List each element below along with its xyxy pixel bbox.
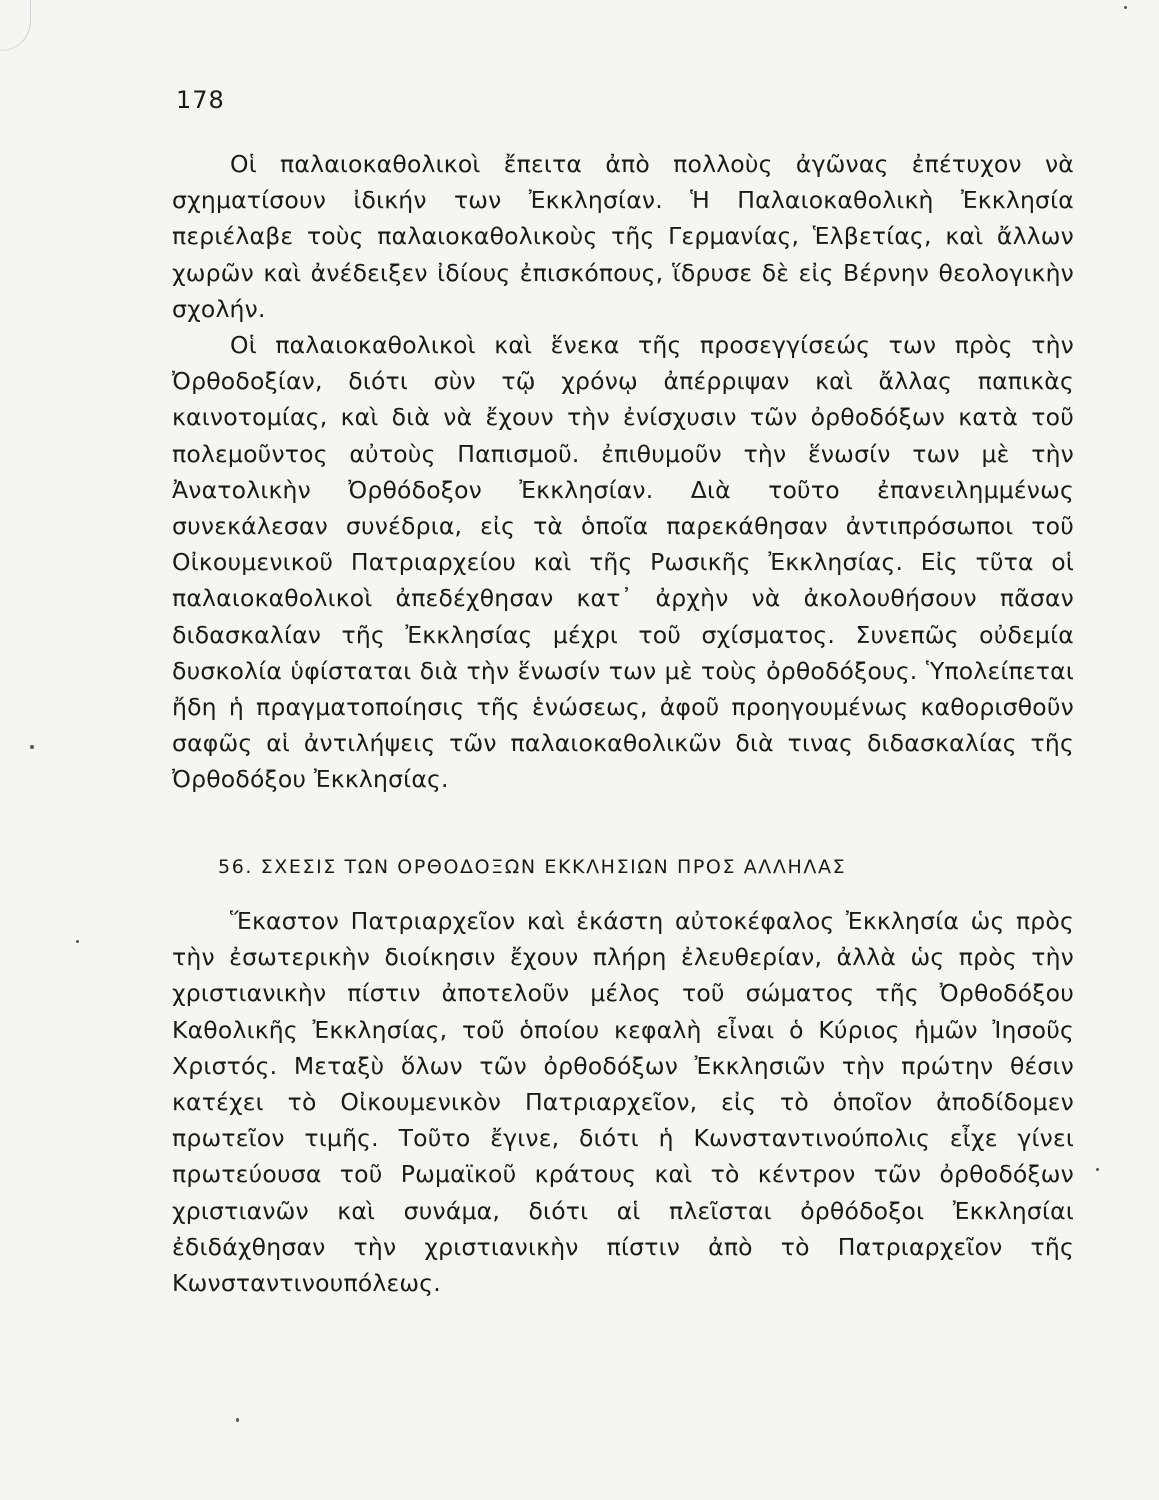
top-text-block: [172, 146, 1074, 798]
bottom-text-block: [172, 903, 1074, 1301]
paragraph-old-catholic-union: Οἱ παλαιοκαθολικοὶ καὶ ἕνεκα τῆς προσεγγίσεώς των πρὸς τὴν Ὀρθοδοξίαν, διότι σὺν τῷ χρόνῳ ἀπέρριψαν καὶ ἄλλας παπικὰς καινοτομίας, καὶ διὰ νὰ ἔχουν τὴν ἐνίσχυσιν τῶν ὀρθοδόξων κατὰ τοῦ πολεμοῦντος αὐτοὺς Παπισμοῦ. ἐπιθυμοῦν τὴν ἕνωσίν των μὲ τὴν Ἀνατολικὴν Ὀρθόδοξον Ἐκκλησίαν. Διὰ τοῦτο ἐπανειλημμένως συνεκάλεσαν συνέδρια, εἰς τὰ ὁποῖα παρεκάθησαν ἀντιπρόσωποι τοῦ Οἰκουμενικοῦ Πατριαρχείου καὶ τῆς Ρωσικῆς Ἐκκλησίας. Εἰς τῦτα οἱ παλαιοκαθολικοὶ ἀπεδέχθησαν κατ᾽ ἀρχὴν νὰ ἀκολουθήσουν πᾶσαν διδασκαλίαν τῆς Ἐκκλησίας μέχρι τοῦ σχίσματος. Συνεπῶς οὐδεμία δυσκολία ὑφίσταται διὰ τὴν ἕνωσίν των μὲ τοὺς ὀρθοδόξους. Ὑπολείπεται ἤδη ἡ πραγματοποίησις τῆς ἑνώσεως, ἀφοῦ προηγουμένως καθορισθοῦν σαφῶς αἱ ἀντιλήψεις τῶν παλαιοκαθολικῶν διὰ τινας διδασκαλίας τῆς Ὀρθοδόξου Ἐκκλησίας.: [172, 331, 1074, 794]
page-number: 178: [176, 86, 225, 114]
paragraph-old-catholic-church: Οἱ παλαιοκαθολικοὶ ἔπειτα ἀπὸ πολλοὺς ἀγῶνας ἐπέτυχον νὰ σχηματίσουν ἰδικήν των Ἐκκλησίαν. Ἡ Παλαιοκαθολικὴ Ἐκκλησία περιέλαβε τοὺς παλαιοκαθολικοὺς τῆς Γερμανίας, Ἑλβετίας, καὶ ἄλλων χωρῶν καὶ ἀνέδειξεν ἰδίους ἐπισκόπους, ἵδρυσε δὲ εἰς Βέρνην θεολογικὴν σχολήν.: [172, 150, 1074, 323]
section-heading: 56. ΣΧΕΣΙΣ ΤΩΝ ΟΡΘΟΔΟΞΩΝ ΕΚΚΛΗΣΙΩΝ ΠΡΟΣ ΑΛΛΗΛΑΣ: [218, 856, 847, 878]
scan-speck: [1124, 6, 1127, 9]
scan-speck: [76, 940, 79, 943]
scan-speck: [236, 1418, 239, 1422]
page-corner-fold: [0, 0, 31, 51]
scan-speck: [30, 745, 34, 749]
scan-speck: [1096, 1168, 1099, 1171]
paragraph-patriarchates: Ἕκαστον Πατριαρχεῖον καὶ ἑκάστη αὐτοκέφαλος Ἐκκλησία ὡς πρὸς τὴν ἐσωτερικὴν διοίκησιν ἔχουν πλήρη ἐλευθερίαν, ἀλλὰ ὡς πρὸς τὴν χριστιανικὴν πίστιν ἀποτελοῦν μέλος τοῦ σώματος τῆς Ὀρθοδόξου Καθολικῆς Ἐκκλησίας, τοῦ ὁποίου κεφαλὴ εἶναι ὁ Κύριος ἡμῶν Ἰησοῦς Χριστός. Μεταξὺ ὅλων τῶν ὀρθοδόξων Ἐκκλησιῶν τὴν πρώτην θέσιν κατέχει τὸ Οἰκουμενικὸν Πατριαρχεῖον, εἰς τὸ ὁποῖον ἀποδίδομεν πρωτεῖον τιμῆς. Τοῦτο ἔγινε, διότι ἡ Κωνσταντινούπολις εἶχε γίνει πρωτεύουσα τοῦ Ρωμαϊκοῦ κράτους καὶ τὸ κέντρον τῶν ὀρθοδόξων χριστιανῶν καὶ συνάμα, διότι αἱ πλεῖσται ὀρθόδοξοι Ἐκκλησίαι ἐδιδάχθησαν τὴν χριστιανικὴν πίστιν ἀπὸ τὸ Πατριαρχεῖον τῆς Κωνσταντινουπόλεως.: [172, 907, 1074, 1298]
